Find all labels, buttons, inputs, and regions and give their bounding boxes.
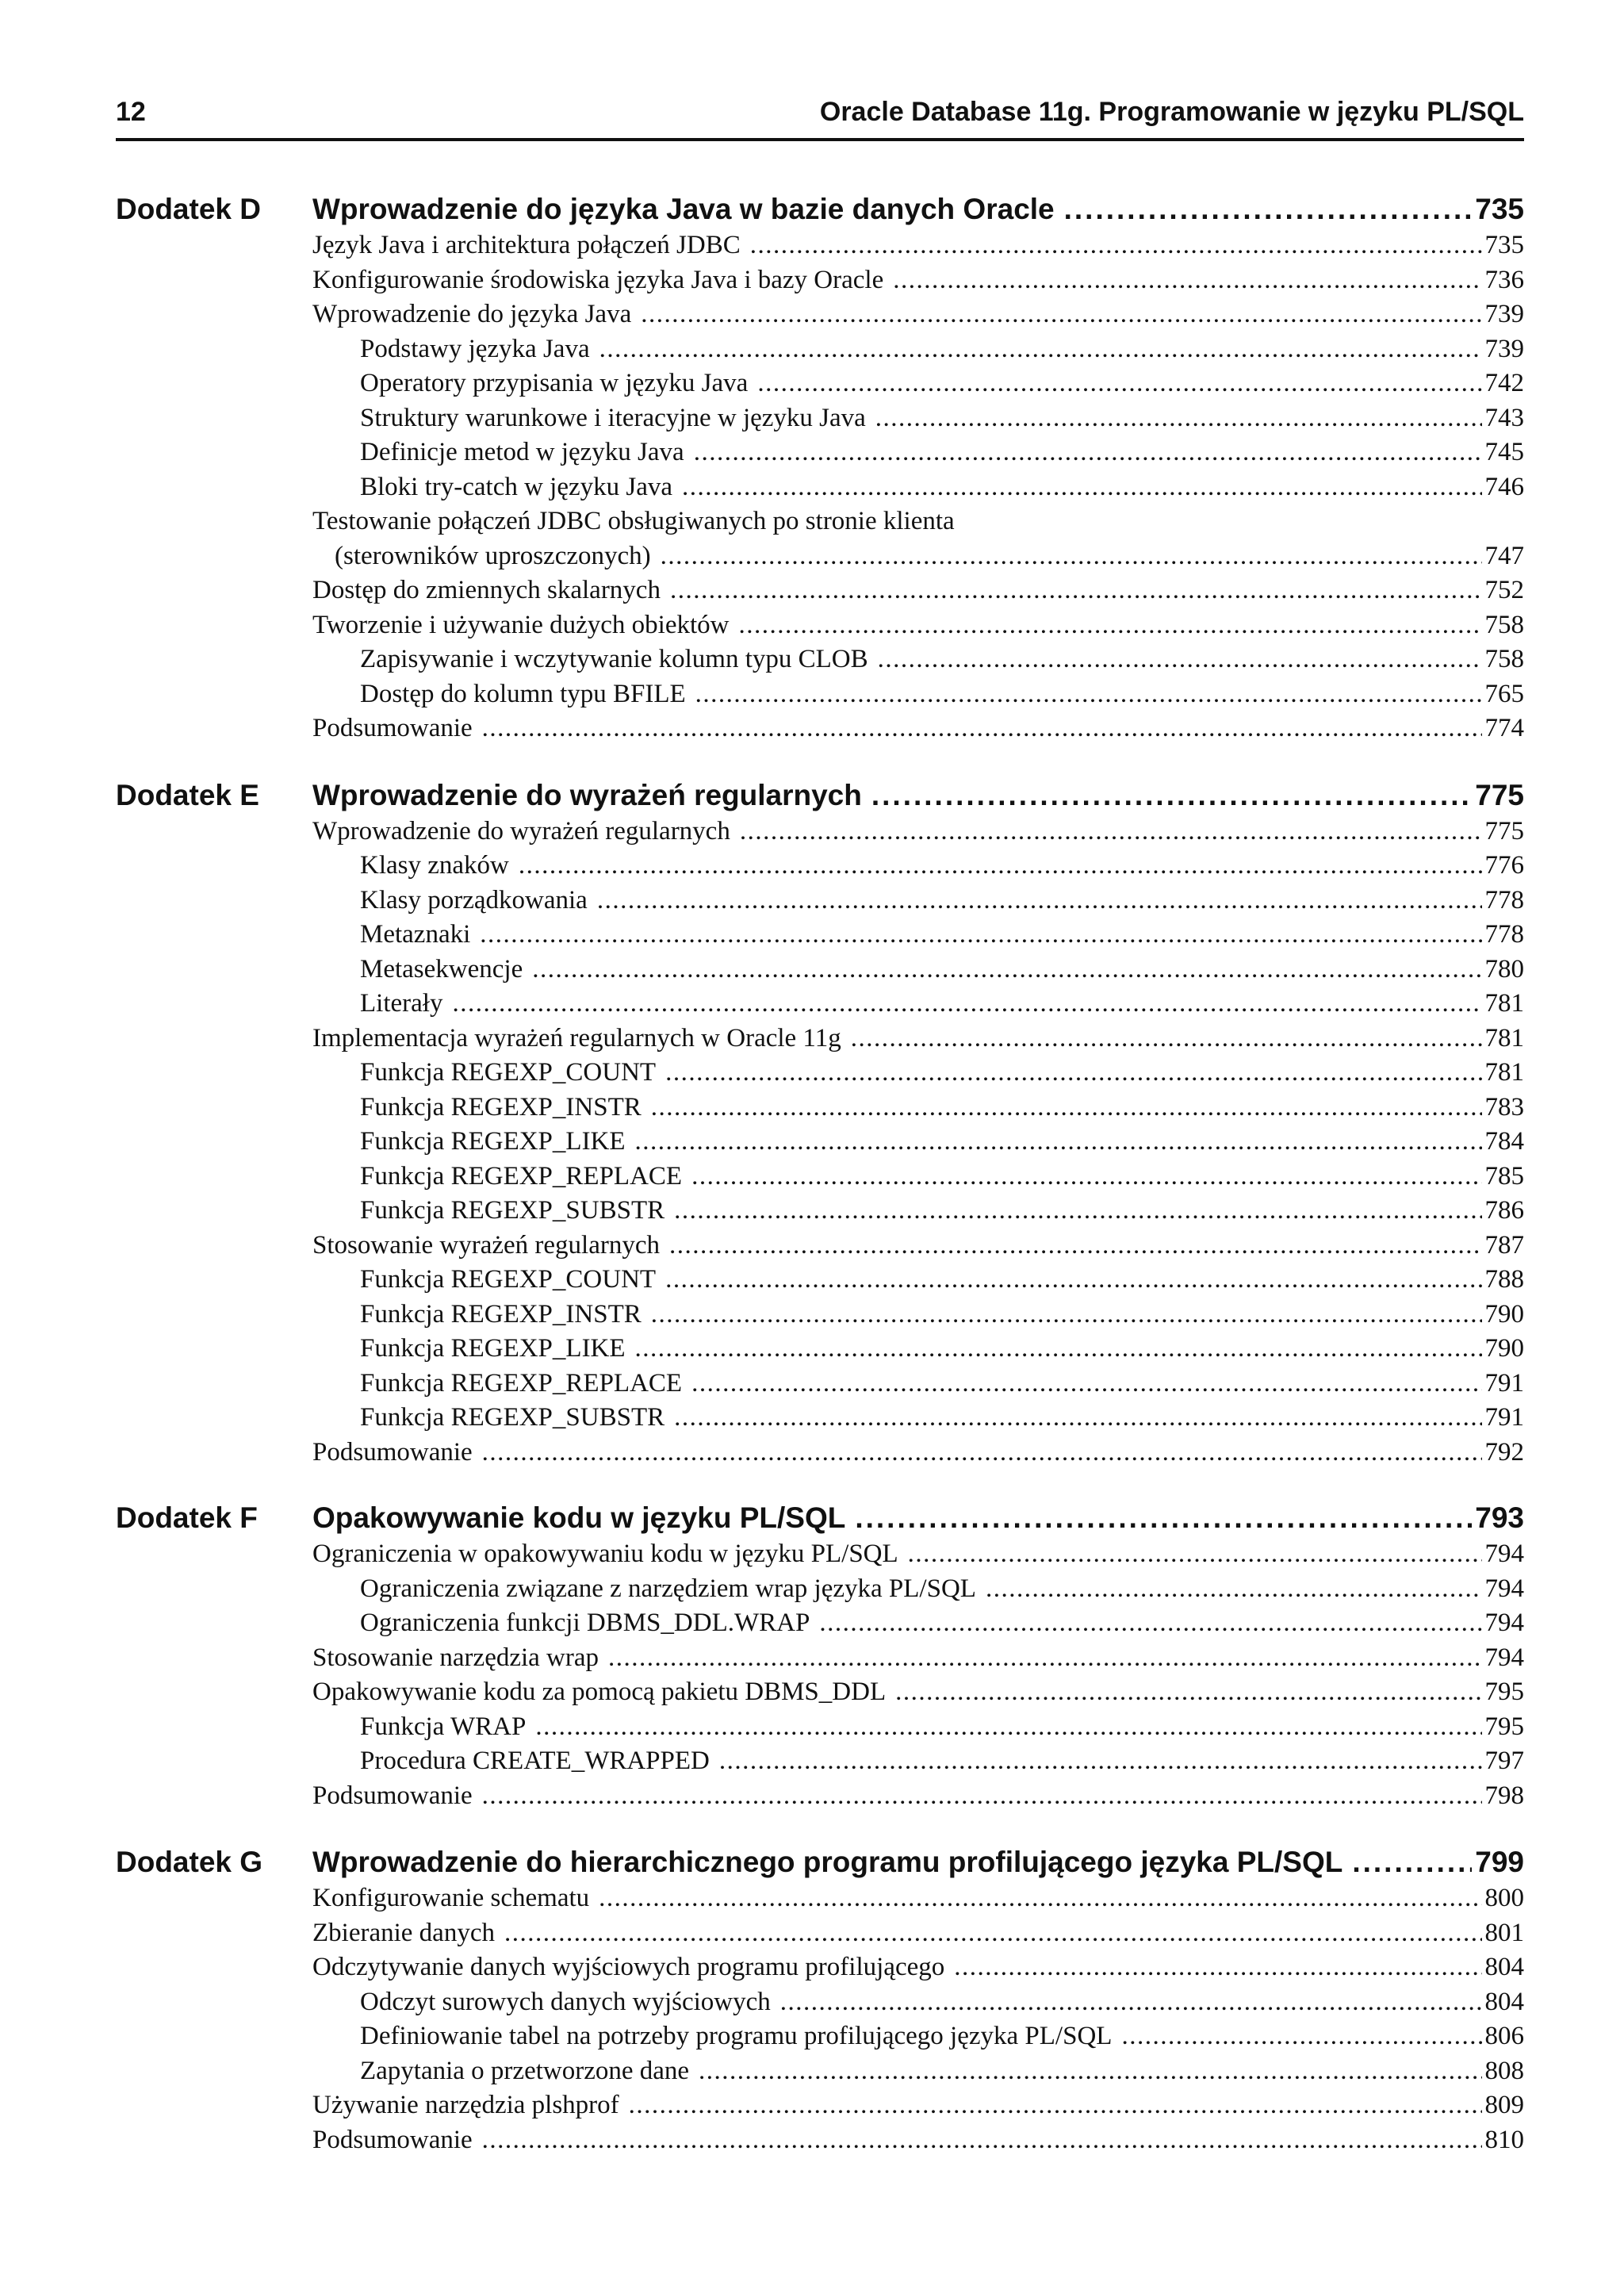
toc-page-number: 798 <box>1484 1781 1524 1810</box>
dot-leader <box>819 1606 1481 1641</box>
toc-entry-text: Konfigurowanie środowiska języka Java i bazy Oracle <box>312 265 884 294</box>
toc-page-number: 791 <box>1484 1368 1524 1398</box>
appendix-title-row <box>312 776 1524 815</box>
toc-entry-text: Funkcja WRAP <box>360 1712 527 1741</box>
toc-entry <box>312 1229 1524 1263</box>
dot-leader <box>719 1744 1482 1779</box>
dot-leader <box>1352 1843 1472 1881</box>
toc-page-number: 795 <box>1484 1678 1524 1706</box>
toc-page-number: 790 <box>1484 1299 1524 1329</box>
toc-page-number: 808 <box>1484 2056 1524 2085</box>
toc-subentry <box>312 1572 1524 1607</box>
appendix-section <box>116 1843 1524 2157</box>
toc-subentry <box>312 1332 1524 1367</box>
toc-subentry <box>312 2054 1524 2089</box>
toc-entry-text: Bloki try-catch w języku Java <box>360 472 673 501</box>
toc-subentry <box>312 1091 1524 1125</box>
dot-leader <box>851 1022 1482 1056</box>
running-title: Oracle Database 11g. Programowanie w języku PL/SQL <box>819 97 1524 127</box>
appendix-body <box>312 190 1524 746</box>
toc-subentry <box>312 435 1524 470</box>
appendix-title: Wprowadzenie do języka Java w bazie danych Oracle <box>312 193 1055 225</box>
dot-leader <box>665 1056 1481 1091</box>
toc-entry <box>312 1916 1524 1951</box>
dot-leader <box>480 918 1481 953</box>
appendix-body <box>312 1499 1524 1813</box>
toc-entry <box>312 228 1524 263</box>
dot-leader <box>599 332 1482 367</box>
dot-leader <box>482 1436 1482 1471</box>
toc-subentry <box>312 1160 1524 1194</box>
toc-entry <box>312 1779 1524 1814</box>
toc-subentry <box>312 1194 1524 1229</box>
toc-page-number: 778 <box>1484 885 1524 915</box>
toc-entry-text: Podsumowanie <box>312 1781 473 1810</box>
dot-leader <box>739 608 1482 643</box>
toc-entry-text: Stosowanie narzędzia wrap <box>312 1643 599 1672</box>
toc-entry <box>312 815 1524 849</box>
dot-leader <box>635 1332 1482 1367</box>
dot-leader <box>875 401 1482 436</box>
toc-subentry <box>312 642 1524 677</box>
dot-leader <box>1121 2019 1481 2054</box>
toc-page-number: 797 <box>1484 1747 1524 1775</box>
appendix-body <box>312 1843 1524 2157</box>
toc-page-number: 758 <box>1484 610 1524 639</box>
toc-entry-text: Funkcja REGEXP_REPLACE <box>360 1161 683 1191</box>
toc-page-number: 775 <box>1484 816 1524 845</box>
toc-page-number: 790 <box>1484 1334 1524 1363</box>
toc-entry-line: Testowanie połączeń JDBC obsługiwanych po stronie klienta <box>312 507 955 535</box>
appendix-title-row <box>312 190 1524 228</box>
toc-entry-text: Definiowanie tabel na potrzeby programu profilującego języka PL/SQL <box>360 2022 1113 2050</box>
toc-entry-text: Wprowadzenie do języka Java <box>312 300 632 328</box>
toc-subentry <box>312 1606 1524 1641</box>
dot-leader <box>871 776 1472 815</box>
toc-page-number: 788 <box>1484 1265 1524 1294</box>
appendix-title-row <box>312 1843 1524 1881</box>
appendix-label: Dodatek G <box>116 1846 263 1878</box>
toc-entry-text: Podsumowanie <box>312 2125 473 2154</box>
toc-entry-text: Stosowanie wyrażeń regularnych <box>312 1230 661 1260</box>
toc-page-number: 781 <box>1484 1058 1524 1087</box>
toc-entry-text: Operatory przypisania w języku Java <box>360 369 749 397</box>
toc-page-number: 810 <box>1484 2125 1524 2154</box>
toc-subentry <box>312 1367 1524 1401</box>
toc-page-number: 747 <box>1484 541 1524 570</box>
toc-page-number: 804 <box>1484 1953 1524 1981</box>
appendix-title: Opakowywanie kodu w języku PL/SQL <box>312 1501 846 1534</box>
dot-leader <box>535 1710 1481 1745</box>
toc-entry-text: Procedura CREATE_WRAPPED <box>360 1747 710 1775</box>
toc-subentry <box>312 918 1524 953</box>
toc-subentry <box>312 849 1524 884</box>
toc-entry <box>312 1641 1524 1676</box>
toc-subentry <box>312 1710 1524 1745</box>
dot-leader <box>641 297 1481 332</box>
dot-leader <box>519 849 1482 884</box>
toc-page-number: 774 <box>1484 714 1524 742</box>
dot-leader <box>954 1950 1481 1985</box>
toc-page-number: 739 <box>1484 334 1524 363</box>
appendix-label: Dodatek F <box>116 1501 258 1534</box>
toc-entry-text: Implementacja wyrażeń regularnych w Oracle 11g <box>312 1023 841 1053</box>
appendix-section <box>116 1499 1524 1813</box>
dot-leader <box>694 435 1482 470</box>
toc-entry <box>312 2088 1524 2123</box>
dot-leader <box>750 228 1482 263</box>
toc-subentry <box>312 1298 1524 1332</box>
toc-page-number: 794 <box>1484 1643 1524 1672</box>
dot-leader <box>674 1401 1481 1436</box>
dot-leader <box>740 815 1482 849</box>
dot-leader <box>674 1194 1481 1229</box>
toc-entry-text: Tworzenie i używanie dużych obiektów <box>312 610 730 639</box>
dot-leader <box>986 1572 1482 1607</box>
toc-entry <box>312 263 1524 298</box>
toc-subentry <box>312 1056 1524 1091</box>
toc-page-number: 786 <box>1484 1196 1524 1225</box>
dot-leader <box>691 1367 1481 1401</box>
toc-subentry <box>312 2019 1524 2054</box>
toc-subentry <box>312 677 1524 712</box>
toc-entry-text: Konfigurowanie schematu <box>312 1884 590 1912</box>
dot-leader <box>482 2123 1482 2158</box>
toc-page-number: 795 <box>1484 1712 1524 1741</box>
toc-page-number: 736 <box>1484 265 1524 294</box>
toc-entry-text: Funkcja REGEXP_LIKE <box>360 1127 626 1156</box>
dot-leader <box>895 1675 1481 1710</box>
appendix-label: Dodatek D <box>116 193 261 225</box>
toc-page-number: 809 <box>1484 2091 1524 2119</box>
toc-entry-text: Podsumowanie <box>312 1437 473 1467</box>
toc-page-number: 735 <box>1484 231 1524 259</box>
appendix-section <box>116 776 1524 1471</box>
toc-entry <box>312 1436 1524 1471</box>
appendix-title: Wprowadzenie do hierarchicznego programu profilującego języka PL/SQL <box>312 1846 1343 1878</box>
dot-leader <box>908 1537 1482 1572</box>
toc-entry-text: Dostęp do kolumn typu BFILE <box>360 679 686 708</box>
toc-entry-text: Używanie narzędzia plshprof <box>312 2091 619 2119</box>
toc-page-number: 776 <box>1484 851 1524 880</box>
toc-entry <box>312 539 1524 574</box>
dot-leader <box>893 263 1481 298</box>
toc-entry <box>312 2123 1524 2158</box>
dot-leader <box>855 1499 1472 1537</box>
toc-entry <box>312 1881 1524 1916</box>
toc-entry-text: Definicje metod w języku Java <box>360 438 684 466</box>
toc-subentry <box>312 1985 1524 2020</box>
toc-subentry <box>312 1744 1524 1779</box>
toc-page-number: 780 <box>1484 954 1524 984</box>
toc-subentry <box>312 401 1524 436</box>
toc-page-number: 792 <box>1484 1437 1524 1467</box>
toc-page-number: 806 <box>1484 2022 1524 2050</box>
dot-leader <box>661 539 1482 574</box>
toc-page-number: 785 <box>1484 1161 1524 1191</box>
toc-entry-text: Ograniczenia w opakowywaniu kodu w języku PL/SQL <box>312 1540 898 1568</box>
toc-entry-text: Klasy porządkowania <box>360 885 588 915</box>
toc-entry-text: Metaznaki <box>360 920 471 949</box>
toc-page-number: 794 <box>1484 1574 1524 1603</box>
toc-entry-text: Zapisywanie i wczytywanie kolumn typu CLOB <box>360 645 868 673</box>
toc-subentry <box>312 470 1524 505</box>
dot-leader <box>597 884 1482 918</box>
dot-leader <box>608 1641 1481 1676</box>
toc-page-number: 739 <box>1484 300 1524 328</box>
appendix-title: Wprowadzenie do wyrażeń regularnych <box>312 778 862 811</box>
dot-leader <box>1064 190 1473 228</box>
toc-entry-text: Funkcja REGEXP_SUBSTR <box>360 1196 665 1225</box>
toc-subentry <box>312 953 1524 987</box>
toc-entry-text: Funkcja REGEXP_INSTR <box>360 1092 642 1122</box>
toc-page-number: 794 <box>1484 1540 1524 1568</box>
dot-leader <box>665 1263 1481 1298</box>
toc-entry-text: Odczytywanie danych wyjściowych programu profilującego <box>312 1953 945 1981</box>
dot-leader <box>504 1916 1482 1951</box>
dot-leader <box>532 953 1481 987</box>
appendix-page-number: 793 <box>1475 1501 1524 1534</box>
toc-entry <box>312 573 1524 608</box>
toc-page-number: 787 <box>1484 1230 1524 1260</box>
toc-page-number: 804 <box>1484 1987 1524 2016</box>
toc-entry <box>312 1022 1524 1056</box>
toc-page-number: 752 <box>1484 576 1524 604</box>
dot-leader <box>629 2088 1482 2123</box>
dot-leader <box>780 1985 1482 2020</box>
toc-entry-text: Podsumowanie <box>312 714 473 742</box>
toc-entry-text: Funkcja REGEXP_REPLACE <box>360 1368 683 1398</box>
dot-leader <box>691 1160 1481 1194</box>
toc-subentry <box>312 366 1524 401</box>
appendix-page-number: 799 <box>1475 1846 1524 1878</box>
toc-entry <box>312 711 1524 746</box>
toc-entry-text: Zapytania o przetworzone dane <box>360 2056 690 2085</box>
dot-leader <box>682 470 1481 505</box>
toc-entry-text: Ograniczenia funkcji DBMS_DDL.WRAP <box>360 1609 810 1637</box>
toc-page-number: 801 <box>1484 1918 1524 1947</box>
dot-leader <box>699 2054 1481 2089</box>
toc-entry-text: Opakowywanie kodu za pomocą pakietu DBMS_DDL <box>312 1678 887 1706</box>
toc-page-number: 800 <box>1484 1884 1524 1912</box>
appendix-title-row <box>312 1499 1524 1537</box>
toc-entry-text: Funkcja REGEXP_LIKE <box>360 1334 626 1363</box>
toc-entry-text: Literały <box>360 989 443 1018</box>
dot-leader <box>482 1779 1482 1814</box>
toc-entry <box>312 1675 1524 1710</box>
dot-leader <box>878 642 1482 677</box>
dot-leader <box>599 1881 1481 1916</box>
toc-entry <box>312 1950 1524 1985</box>
toc-entry-text: Metasekwencje <box>360 954 523 984</box>
toc-entry-text: Zbieranie danych <box>312 1918 495 1947</box>
page-number: 12 <box>116 97 146 127</box>
dot-leader <box>452 987 1481 1022</box>
toc-page-number: 743 <box>1484 403 1524 432</box>
appendix-page-number: 775 <box>1475 778 1524 811</box>
toc-subentry <box>312 1125 1524 1160</box>
dot-leader <box>670 573 1482 608</box>
toc-entry <box>312 1537 1524 1572</box>
toc-entry <box>312 608 1524 643</box>
toc-entry-text: Odczyt surowych danych wyjściowych <box>360 1987 771 2016</box>
toc-entry-text: Wprowadzenie do wyrażeń regularnych <box>312 816 730 845</box>
toc-page-number: 791 <box>1484 1403 1524 1432</box>
toc-page-number: 745 <box>1484 438 1524 466</box>
toc-entry-text: Klasy znaków <box>360 851 509 880</box>
toc-page-number: 781 <box>1484 989 1524 1018</box>
toc-entry-text: Podstawy języka Java <box>360 334 590 363</box>
toc-page-number: 746 <box>1484 472 1524 501</box>
dot-leader <box>482 711 1482 746</box>
dot-leader <box>669 1229 1481 1263</box>
dot-leader <box>635 1125 1482 1160</box>
toc-page-number: 794 <box>1484 1609 1524 1637</box>
appendix-section <box>116 190 1524 746</box>
toc-page-number: 758 <box>1484 645 1524 673</box>
appendix-page-number: 735 <box>1475 193 1524 225</box>
toc-entry <box>312 297 1524 332</box>
toc-page-number: 765 <box>1484 679 1524 708</box>
toc-subentry <box>312 884 1524 918</box>
toc-entry-text: Język Java i architektura połączeń JDBC <box>312 231 741 259</box>
toc-subentry <box>312 1263 1524 1298</box>
toc-entry-text: (sterowników uproszczonych) <box>335 541 651 570</box>
dot-leader <box>651 1091 1482 1125</box>
toc-entry-text: Struktury warunkowe i iteracyjne w języku Java <box>360 403 866 432</box>
toc-page-number: 781 <box>1484 1023 1524 1053</box>
toc-page-number: 784 <box>1484 1127 1524 1156</box>
toc-page-number: 778 <box>1484 920 1524 949</box>
toc-entry-text: Funkcja REGEXP_SUBSTR <box>360 1403 665 1432</box>
dot-leader <box>757 366 1481 401</box>
appendix-body <box>312 776 1524 1471</box>
appendix-label: Dodatek E <box>116 778 259 811</box>
toc-subentry <box>312 332 1524 367</box>
table-of-contents <box>116 190 1524 2188</box>
toc-entry-text: Funkcja REGEXP_INSTR <box>360 1299 642 1329</box>
dot-leader <box>651 1298 1482 1332</box>
toc-entry-text: Funkcja REGEXP_COUNT <box>360 1058 657 1087</box>
toc-entry-text: Funkcja REGEXP_COUNT <box>360 1265 657 1294</box>
toc-subentry <box>312 1401 1524 1436</box>
toc-entry-text: Ograniczenia związane z narzędziem wrap języka PL/SQL <box>360 1574 976 1603</box>
toc-page-number: 783 <box>1484 1092 1524 1122</box>
dot-leader <box>695 677 1482 712</box>
running-header <box>116 94 1524 141</box>
toc-page-number: 742 <box>1484 369 1524 397</box>
toc-subentry <box>312 987 1524 1022</box>
toc-entry-text: Dostęp do zmiennych skalarnych <box>312 576 661 604</box>
